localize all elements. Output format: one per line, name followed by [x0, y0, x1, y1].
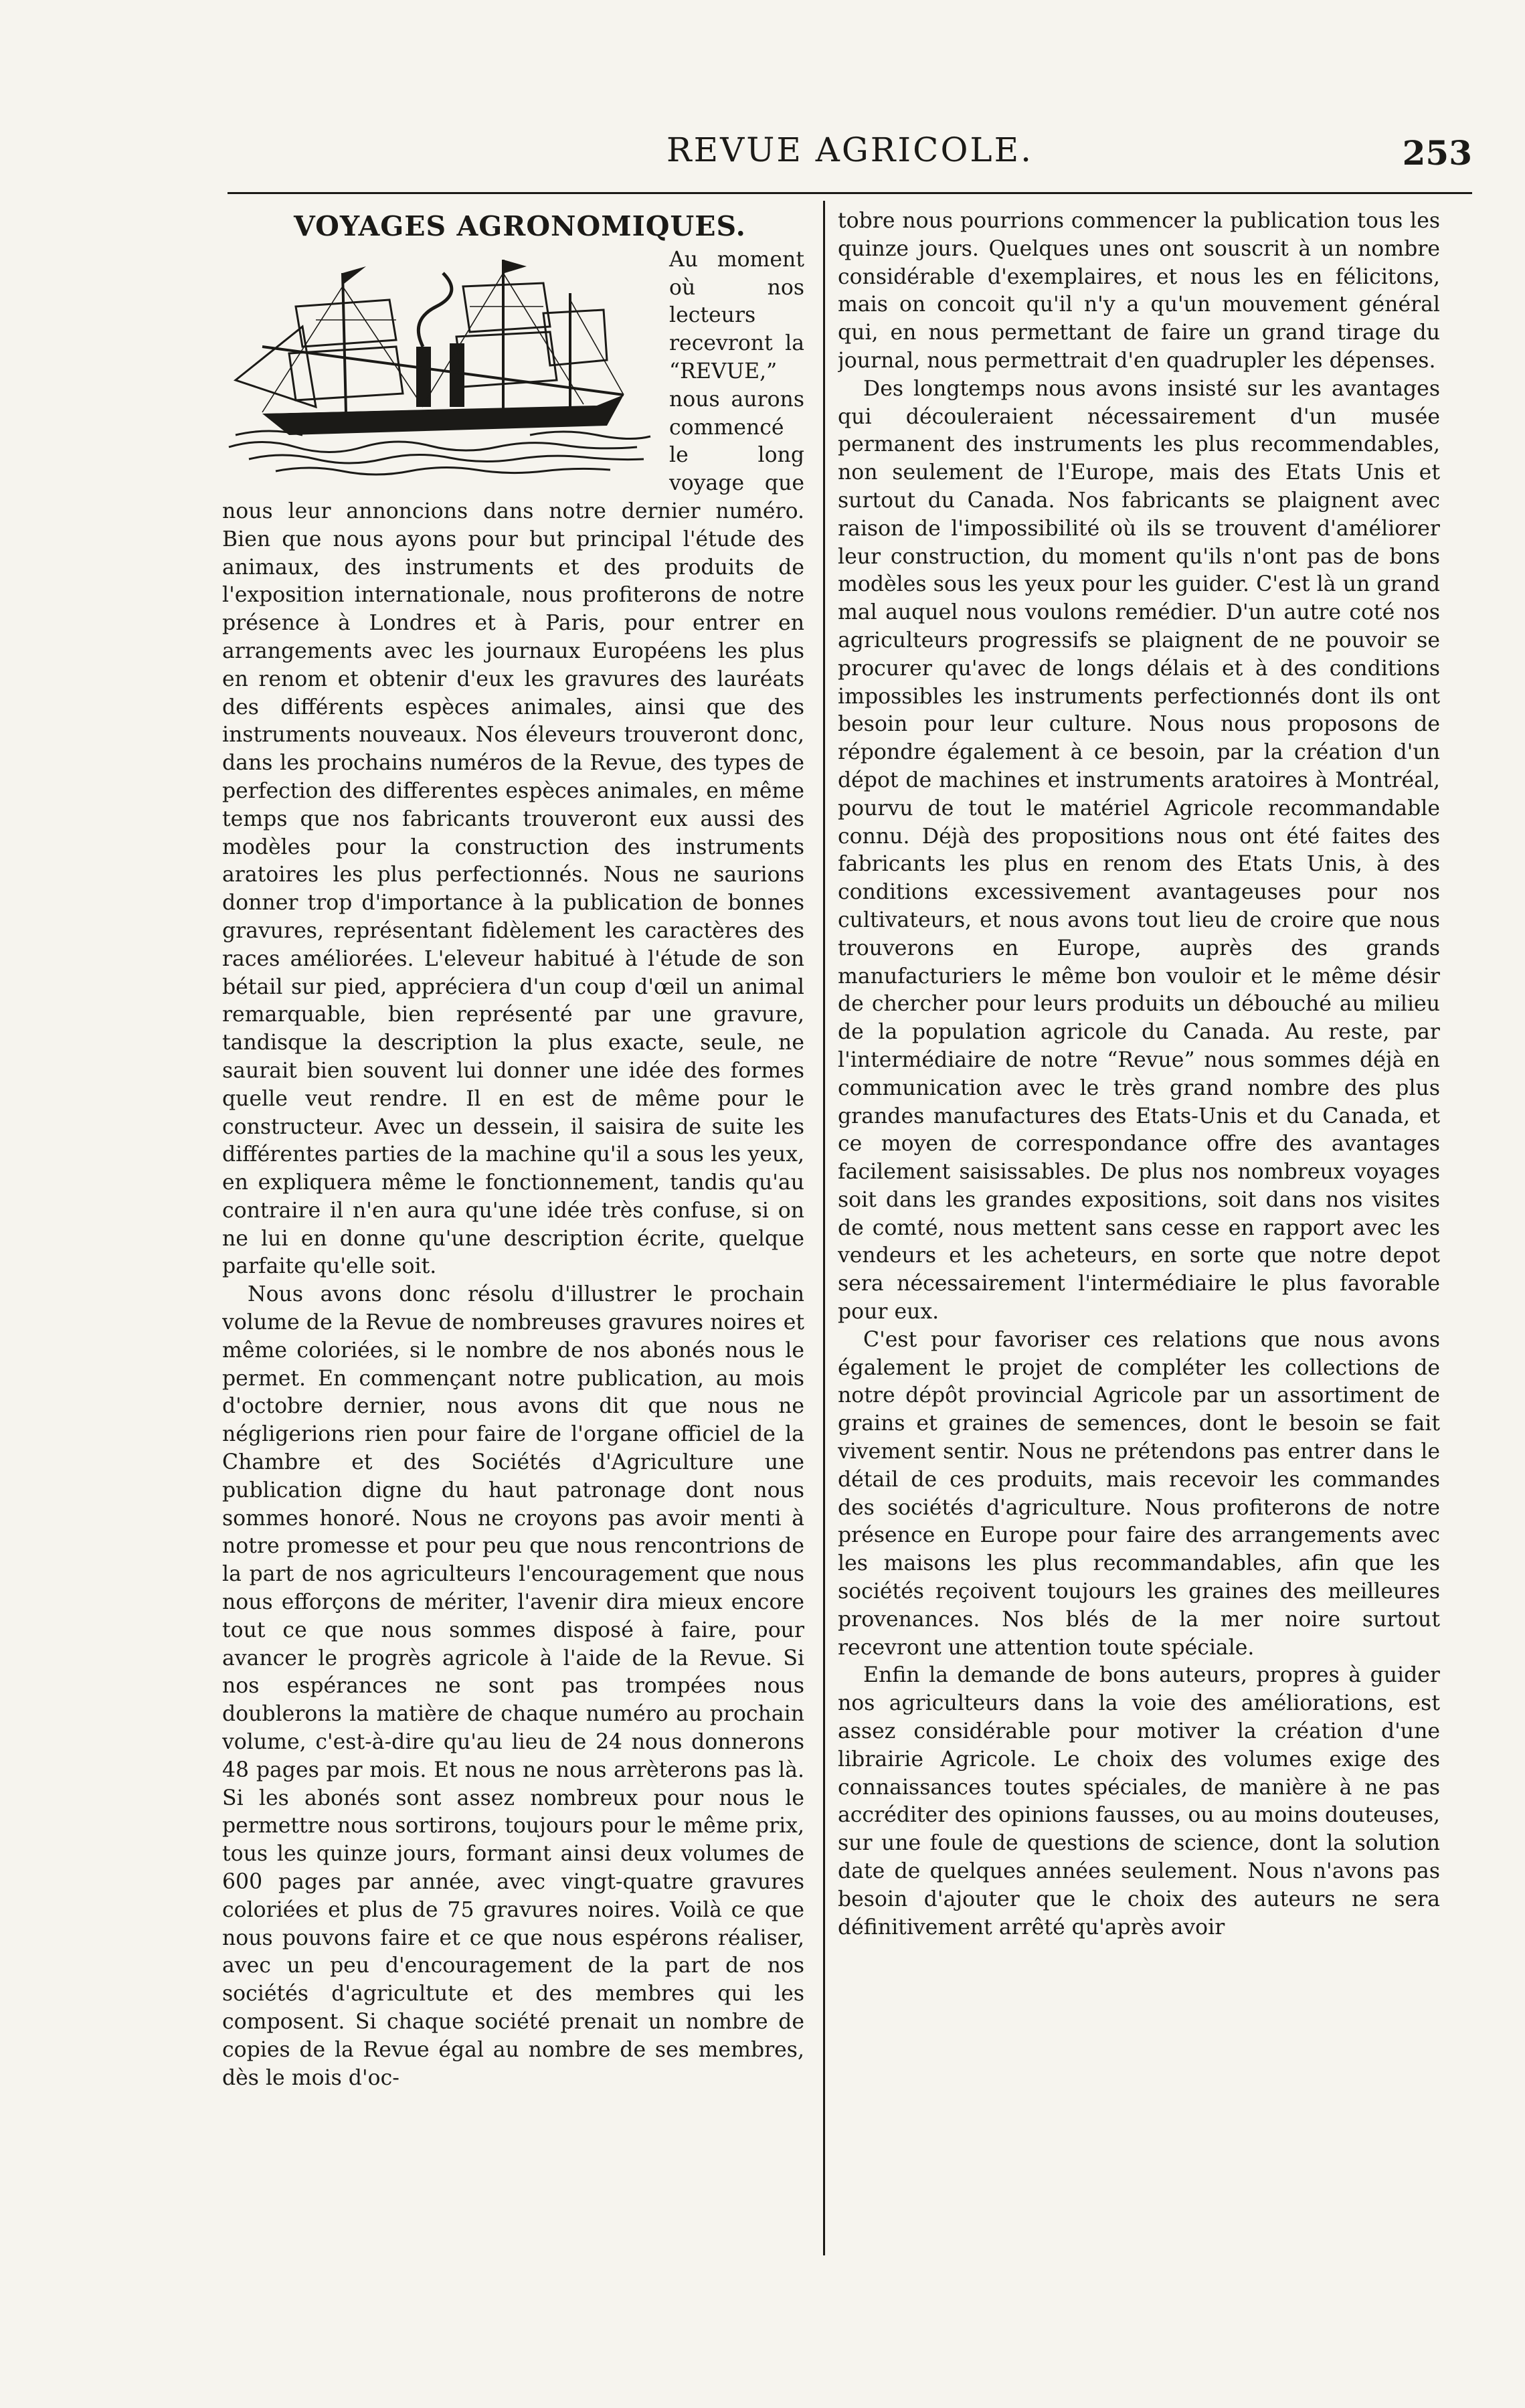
- paragraph: Enfin la demande de bons auteurs, propres à guider nos agriculteurs dans la voie des améliorations, est assez considérable pour motiver la création d'une librairie Agricole. Le choix des volumes exige des connaissances toutes spéciales, de manière à ne pas accréditer des opinions fausses, ou au moins douteuses, sur une foule de questions de science, dont la solution date de quelques années seulement. Nous n'avons pas besoin d'ajouter que le choix des auteurs ne sera définitivement arrêté qu'après avoir: [838, 1663, 1440, 1940]
- paragraph: Des longtemps nous avons insisté sur les avantages qui découleraient nécessairement d'un musée permanent des instruments les plus recommendables, non seulement de l'Europe, mais des Etats Unis et surtout du Canada. Nos fabricants se plaignent avec raison de l'impossibilité où ils se trouvent d'améliorer leur construction, du moment qu'ils n'ont pas de bons modèles sous les yeux pour les guider. C'est là un grand mal auquel nous voulons remédier. D'un autre coté nos agriculteurs progressifs se plaignent de ne pouvoir se procurer qu'avec de longs délais et à des conditions impossibles les instruments perfectionnés dont ils ont besoin pour leur culture. Nous nous proposons de répondre également à ce besoin, par la création d'un dépot de machines et instruments aratoires à Montréal, pourvu de tout le matériel Agricole recommandable connu. Déjà des propositions nous ont été faites des fabricants les plus en renom des Etats Unis, à des conditions excessivement avantageuses pour nos cultivateurs, et nous avons tout lieu de croire que nous trouverons en Europe, auprès des grands manufacturiers le même bon vouloir et le même désir de chercher pour leurs produits un débouché au milieu de la population agricole du Canada. Au reste, par l'intermédiaire de notre “Revue” nous sommes déjà en communication avec le très grand nombre des plus grandes manufactures des Etats-Unis et du Canada, et ce moyen de correspondance offre des avantages facilement saisissables. De plus nos nombreux voyages soit dans les grandes expositions, soit dans nos visites de comté, nous mettent sans cesse en rapport avec les vendeurs et les acheteurs, en sorte que notre depot sera nécessairement l'intermédiaire le plus favorable pour eux.: [838, 376, 1440, 1324]
- header-rule: [228, 192, 1472, 194]
- paragraph: Nous avons donc résolu d'illustrer le prochain volume de la Revue de nombreuses gravures noires et même coloriées, si le nombre de nos abonés nous le permet. En commençant notre publication, au mois d'octobre dernier, nous avons dit que nous ne négligerions rien pour faire de l'organe officiel de la Chambre et des Sociétés d'Agriculture une publication digne du haut patronage dont nous sommes honoré. Nous ne croyons pas avoir menti à notre promesse et pour peu que nous rencontrions de la part de nos agriculteurs l'encouragement que nous nous efforçons de mériter, l'avenir dira mieux encore tout ce que nous sommes disposé à faire, pour avancer le progrès agricole à l'aide de la Revue. Si nos espérances ne sont pas trompées nous doublerons la matière de chaque numéro au prochain volume, c'est-à-dire qu'au lieu de 24 nous donnerons 48 pages par mois. Et nous ne nous arrèterons pas là. Si les abonés sont assez nombreux pour nous le permettre nous sortirons, toujours pour le même prix, tous les quinze jours, formant ainsi deux volumes de 600 pages par année, avec vingt-quatre gravures coloriées et plus de 75 gravures noires. Voilà ce que nous pouvons faire et ce que nous espérons réaliser, avec un peu d'encouragement de la part de nos sociétés d'agricultute et des membres qui les composent. Si chaque société prenait un nombre de copies de la Revue égal au nombre de ses membres, dès le mois d'oc-: [222, 1282, 804, 2090]
- ship-illustration: [222, 246, 657, 487]
- page-number: 253: [1402, 133, 1472, 173]
- left-column: [222, 207, 804, 2269]
- paragraph: C'est pour favoriser ces relations que nous avons également le projet de compléter les collections de notre dépôt provincial Agricole par un assortiment de grains et graines de semences, dont le besoin se fait vivement sentir. Nous ne prétendons pas entrer dans le détail de ces produits, mais recevoir les commandes des sociétés d'agriculture. Nous profiterons de notre présence en Europe pour faire des arrangements avec les maisons les plus recommandables, afin que les sociétés reçoivent toujours les graines des meilleures provenances. Nos blés de la mer noire surtout recevront une attention toute spéciale.: [838, 1327, 1440, 1660]
- right-column: [838, 207, 1440, 2269]
- paragraph: tobre nous pourrions commencer la publication tous les quinze jours. Quelques unes ont souscrit à un nombre considérable d'exemplaires, et nous les en félicitons, mais on concoit qu'il n'y a qu'un mouvement général qui, en nous permettant de faire un grand tirage du journal, nous permettrait d'en quadrupler les dépenses.: [838, 209, 1440, 373]
- running-title: REVUE AGRICOLE.: [666, 131, 1034, 169]
- article-title: VOYAGES AGRONOMIQUES.: [294, 210, 746, 242]
- paragraph: Au moment où nos lecteurs recevront la “REVUE,” nous aurons commencé le long voyage que nous leur annoncions dans notre dernier numéro. Bien que nous ayons pour but principal l'étude des animaux, des instruments et des produits de l'exposition internationale, nous profiterons de notre présence à Londres et à Paris, pour entrer en arrangements avec les journaux Européens les plus en renom et obtenir d'eux les gravures des lauréats des différents espèces animales, ainsi que des instruments nouveaux. Nos éleveurs trouveront donc, dans les prochains numéros de la Revue, des types de perfection des differentes espèces animales, en même temps que nos fabricants trouveront eux aussi des modèles pour la construction des instruments aratoires les plus perfectionnés. Nous ne saurions donner trop d'importance à la publication de bonnes gravures, représentant fidèlement les caractères des races améliorées. L'eleveur habitué à l'étude de son bétail sur pied, appréciera d'un coup d'œil un animal remarquable, bien représenté par une gravure, tandisque la description la plus exacte, seule, ne saurait bien souvent lui donner une idée des formes quelle veut rendre. Il en est de même pour le constructeur. Avec un dessein, il saisira de suite les différentes parties de la machine qu'il a sous les yeux, en expliquera même le fonctionnement, tandis qu'au contraire il n'en aura qu'une idée très confuse, si on ne lui en donne qu'une description écrite, quelque parfaite qu'elle soit.: [222, 247, 804, 1279]
- steamship-engraving-icon: [222, 246, 657, 487]
- page-header: [228, 131, 1472, 181]
- column-divider: [823, 201, 825, 2255]
